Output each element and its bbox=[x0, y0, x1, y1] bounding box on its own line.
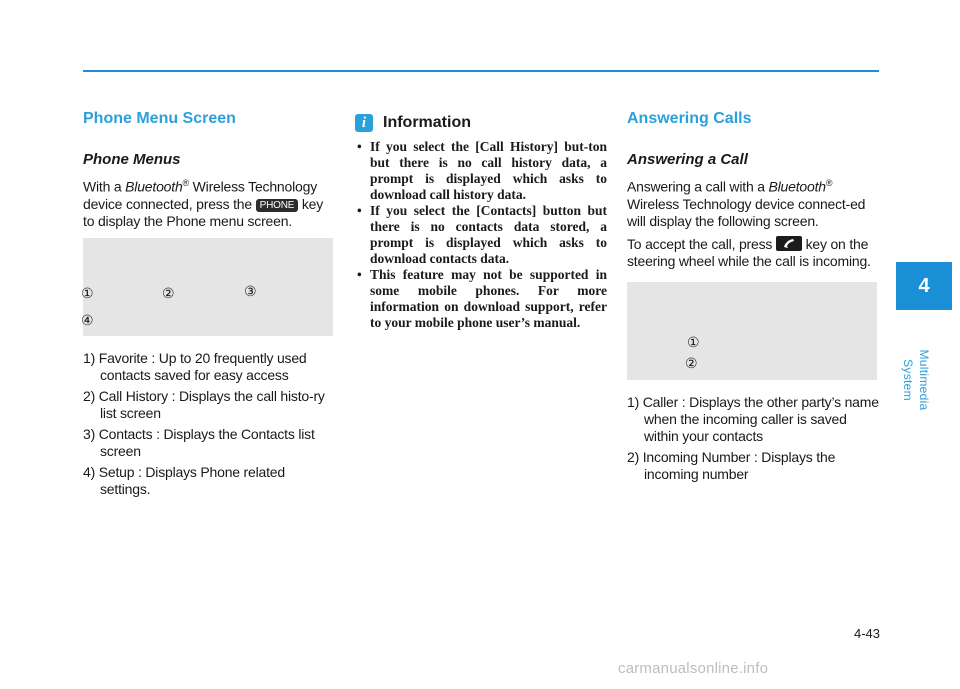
callout-3: ③ bbox=[244, 282, 257, 299]
middle-column bbox=[355, 114, 607, 331]
list-item: 1) Caller : Displays the other party’s name when the incoming caller is saved within your contacts bbox=[627, 393, 879, 444]
watermark: carmanualsonline.info bbox=[618, 660, 769, 677]
incoming-call-screen-image bbox=[627, 282, 877, 380]
list-item: • This feature may not be supported in some mobile phones. For more information on download support, refer to your mobile phone user’s manual. bbox=[355, 267, 607, 331]
chapter-name: Multimedia System bbox=[901, 349, 931, 411]
registered-mark: ® bbox=[182, 178, 189, 188]
registered-mark: ® bbox=[825, 178, 833, 188]
incoming-call-items bbox=[627, 394, 879, 483]
list-item: • If you select the [Call History] but-ton but there is no call history data, a prompt is displayed which asks to download call history data. bbox=[355, 139, 607, 203]
phone-key-badge: PHONE bbox=[256, 199, 299, 212]
right-column bbox=[627, 108, 879, 483]
phone-menus-intro bbox=[83, 175, 335, 230]
phone-menu-items bbox=[83, 350, 335, 498]
callout-1: ① bbox=[687, 333, 700, 350]
answering-intro bbox=[627, 175, 879, 230]
chapter-number-tab: 4 bbox=[896, 262, 952, 310]
list-item: 2) Call History : Displays the call histo-ry list screen bbox=[83, 387, 325, 421]
info-icon: i bbox=[355, 114, 373, 132]
information-title: Information bbox=[383, 114, 471, 131]
list-item: 3) Contacts : Displays the Contacts list screen bbox=[83, 425, 315, 459]
page-number: 4-43 bbox=[853, 626, 880, 641]
list-item: 2) Incoming Number : Displays the incoming number bbox=[627, 448, 836, 482]
phone-handset-icon bbox=[776, 236, 802, 251]
bluetooth-brand: Bluetooth bbox=[125, 178, 183, 195]
subtitle-phone-menus: Phone Menus bbox=[83, 151, 181, 168]
intro-text: Answering a call with a bbox=[627, 178, 769, 195]
bluetooth-brand: Bluetooth bbox=[768, 178, 826, 195]
callout-1: ① bbox=[81, 284, 94, 301]
subtitle-answering-a-call: Answering a Call bbox=[627, 151, 748, 168]
section-title-phone-menu-screen: Phone Menu Screen bbox=[83, 110, 236, 127]
information-heading bbox=[355, 114, 607, 132]
left-column bbox=[83, 108, 335, 498]
list-item: 4) Setup : Displays Phone related settings. bbox=[83, 463, 285, 497]
phone-menu-screen-image bbox=[83, 238, 333, 336]
section-title-answering-calls: Answering Calls bbox=[627, 110, 752, 127]
intro-text: With a bbox=[83, 178, 126, 195]
callout-2: ② bbox=[162, 284, 175, 301]
list-item: 1) Favorite : Up to 20 frequently used contacts saved for easy access bbox=[83, 349, 307, 383]
accept-call-instructions bbox=[627, 236, 879, 270]
intro-text: Wireless Technology device connected, press the bbox=[83, 178, 317, 212]
callout-2: ② bbox=[685, 354, 698, 371]
top-rule bbox=[83, 70, 879, 72]
callout-4: ④ bbox=[81, 311, 94, 328]
intro-text: key to display the Phone menu screen. bbox=[83, 195, 324, 229]
list-item: • If you select the [Contacts] button but there is no contacts data stored, a prompt is displayed which asks to download contacts data. bbox=[355, 203, 607, 267]
information-bullets bbox=[355, 139, 607, 331]
instruction-text: key on the steering wheel while the call is incoming. bbox=[627, 235, 871, 269]
instruction-text: To accept the call, press bbox=[627, 235, 776, 252]
intro-text: Wireless Technology device connect-ed will display the following screen. bbox=[627, 195, 866, 229]
